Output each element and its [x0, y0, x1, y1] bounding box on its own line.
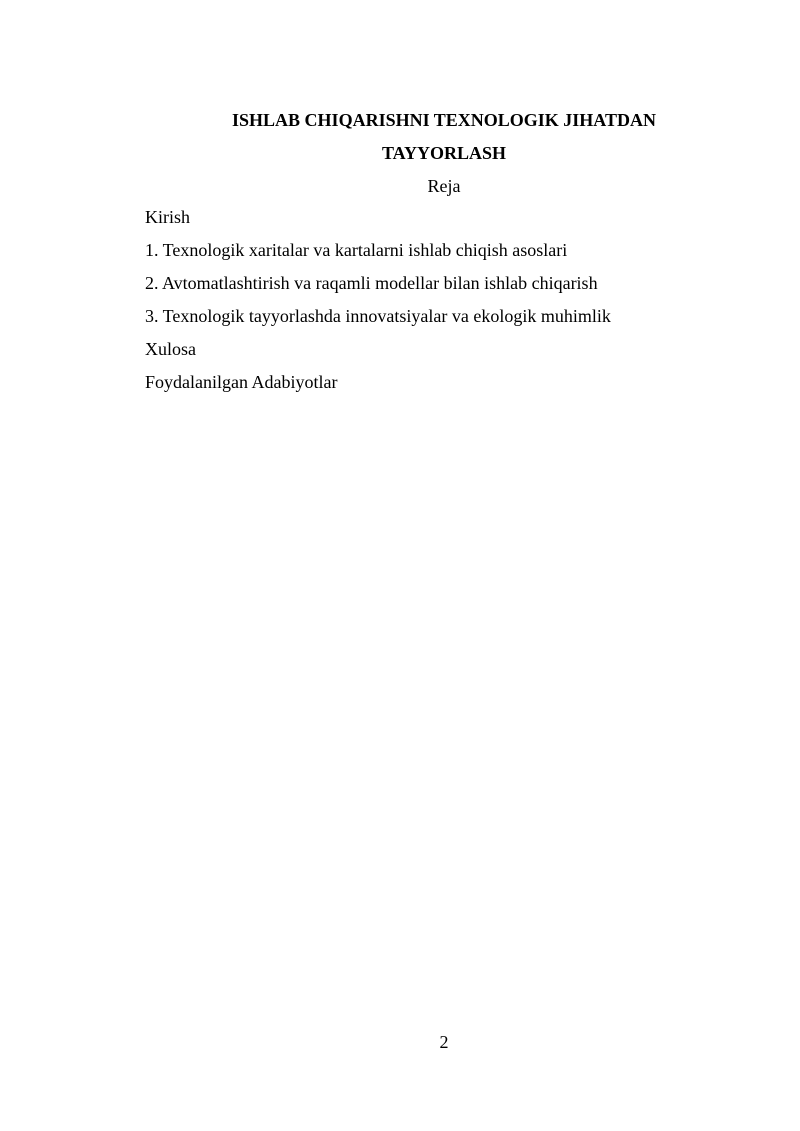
plan-heading: Reja — [427, 176, 461, 196]
toc-item-2: 2. Avtomatlashtirish va raqamli modellar bilan ishlab chiqarish — [145, 273, 598, 293]
document-title-line-2: TAYYORLASH — [381, 143, 507, 163]
toc-item-introduction: Kirish — [145, 207, 190, 227]
page-number: 2 — [439, 1032, 449, 1052]
toc-item-references: Foydalanilgan Adabiyotlar — [145, 372, 338, 392]
document-title-line-1: ISHLAB CHIQARISHNI TEXNOLOGIK JIHATDAN — [232, 110, 656, 130]
toc-item-1: 1. Texnologik xaritalar va kartalarni ishlab chiqish asoslari — [145, 240, 568, 260]
toc-item-3: 3. Texnologik tayyorlashda innovatsiyalar va ekologik muhimlik — [145, 306, 611, 326]
toc-item-conclusion: Xulosa — [145, 339, 196, 359]
table-of-contents — [145, 206, 745, 404]
